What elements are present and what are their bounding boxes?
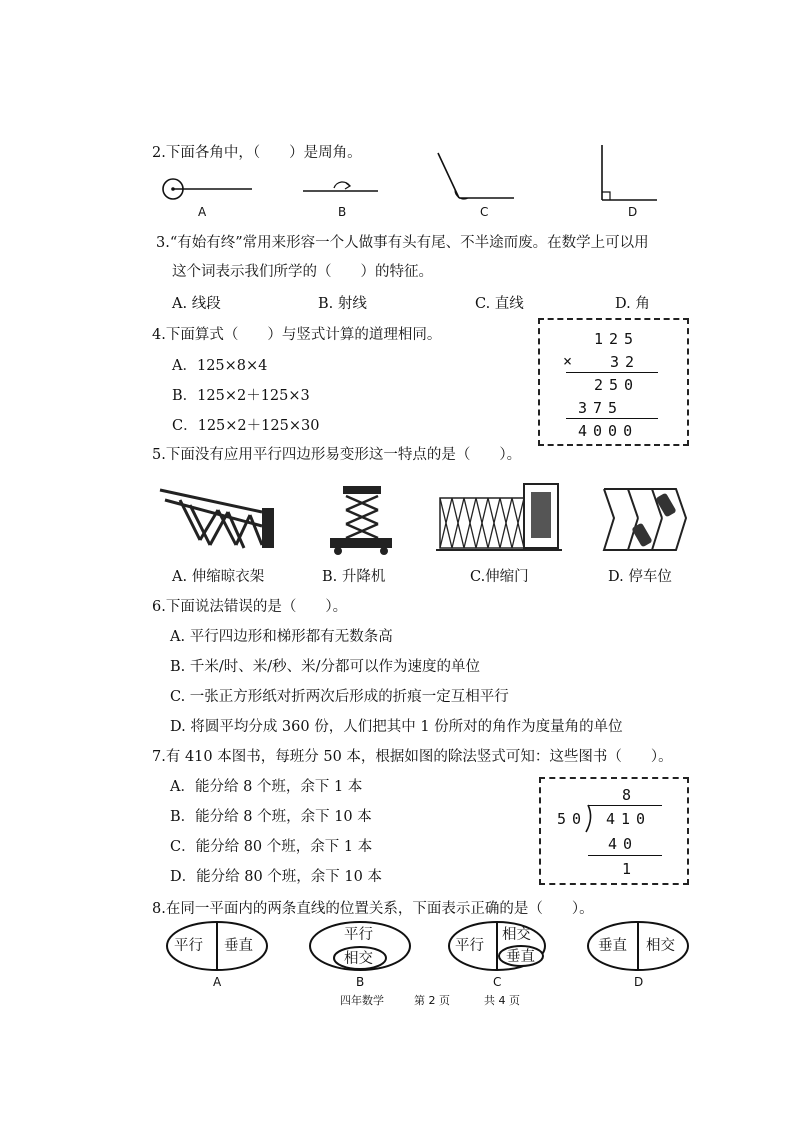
q7-option-c: C．能分给 80 个班，余下 1 本: [170, 839, 373, 855]
q4-option-c: C．125×2＋125×30: [172, 418, 320, 434]
q8-label-d: D: [634, 975, 644, 989]
q6-option-d: D. 将圆平均分成 360 份，人们把其中 1 份所对的角作为度量角的单位: [170, 719, 623, 735]
q4-calc-times: ×: [563, 352, 579, 370]
q5-option-b: B. 升降机: [322, 569, 386, 585]
q4-calc-row4: 375: [578, 399, 624, 417]
footer-page: 第 2 页: [414, 994, 450, 1007]
q4-calc-row2: 32: [610, 353, 641, 371]
q8-a-left: 平行: [174, 938, 203, 954]
q8-d-left: 垂直: [598, 938, 627, 954]
footer-total: 共 4 页: [484, 994, 520, 1007]
q4-calc-row1: 125: [594, 330, 640, 348]
q6-option-b: B. 千米/时、米/秒、米/分都可以作为速度的单位: [170, 659, 481, 675]
q2-label-c: C: [480, 205, 489, 219]
q7-quotient: 8: [622, 786, 638, 804]
q8-stem: 8.在同一平面内的两条直线的位置关系，下面表示正确的是（ ）。: [152, 901, 594, 917]
q8-label-b: B: [356, 975, 365, 989]
q4-option-a: A．125×8×4: [172, 358, 268, 374]
q8-a-right: 垂直: [224, 938, 253, 954]
q8-label-c: C: [493, 975, 502, 989]
q8-b-outer: 平行: [344, 927, 373, 943]
q3-option-c: C. 直线: [475, 296, 524, 312]
q4-calc-row3: 250: [594, 376, 640, 394]
footer-subject: 四年数学: [340, 994, 384, 1007]
q3-stem-line1: 3.“有始有终”常用来形容一个人做事有头有尾、不半途而废。在数学上可以用: [156, 235, 649, 251]
q4-stem: 4.下面算式（ ）与竖式计算的道理相同。: [152, 327, 442, 343]
q3-option-d: D. 角: [615, 296, 650, 312]
q5-option-d: D. 停车位: [608, 569, 672, 585]
q8-d-right: 相交: [646, 938, 675, 954]
q2-stem: 2.下面各角中，（ ）是周角。: [152, 145, 362, 161]
q6-stem: 6.下面说法错误的是（ ）。: [152, 599, 348, 615]
q7-stem: 7.有 410 本图书，每班分 50 本，根据如图的除法竖式可知：这些图书（ ）。: [152, 749, 673, 765]
q7-product: 40: [608, 835, 639, 853]
q8-c-right: 相交: [502, 927, 531, 943]
q5-option-a: A. 伸缩晾衣架: [172, 569, 265, 585]
q2-label-b: B: [338, 205, 347, 219]
q6-option-c: C. 一张正方形纸对折两次后形成的折痕一定互相平行: [170, 689, 509, 705]
q8-b-inner: 相交: [344, 951, 373, 967]
q3-stem-line2: 这个词表示我们所学的（ ）的特征。: [172, 264, 433, 280]
q8-label-a: A: [213, 975, 222, 989]
q7-remainder: 1: [622, 860, 638, 878]
q8-c-inner: 垂直: [506, 949, 535, 965]
q7-option-d: D．能分给 80 个班，余下 10 本: [170, 869, 382, 885]
q6-option-a: A. 平行四边形和梯形都有无数条高: [170, 629, 393, 645]
q4-calc-row5: 4000: [578, 422, 639, 440]
q2-label-d: D: [628, 205, 638, 219]
q8-c-left: 平行: [455, 938, 484, 954]
q3-option-b: B. 射线: [318, 296, 367, 312]
q5-stem: 5.下面没有应用平行四边形易变形这一特点的是（ ）。: [152, 447, 522, 463]
q7-option-b: B．能分给 8 个班，余下 10 本: [170, 809, 372, 825]
q7-divisor: 50: [557, 810, 588, 828]
q7-option-a: A．能分给 8 个班，余下 1 本: [170, 779, 363, 795]
q7-dividend: 410: [606, 810, 652, 828]
q2-label-a: A: [198, 205, 207, 219]
q5-option-c: C.伸缩门: [470, 569, 529, 585]
q3-option-a: A. 线段: [172, 296, 221, 312]
q4-option-b: B．125×2＋125×3: [172, 388, 310, 404]
